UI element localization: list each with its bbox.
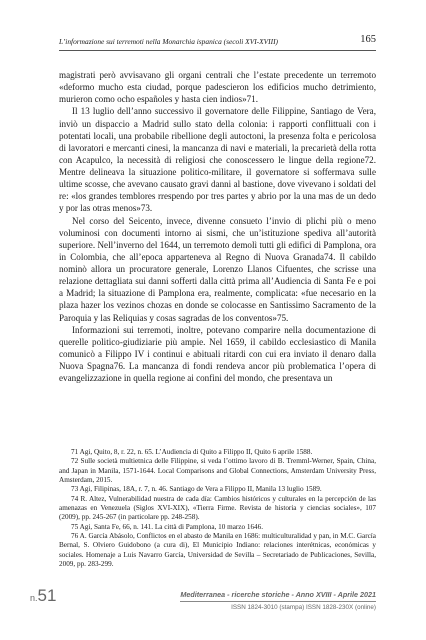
footnote-72: 72 Sulle società multietnica delle Filippine, si veda l’ottimo lavoro di B. Tremml-Werner, Spain, China, and Japan in Manila, 1571-1644. Local Comparisons and Global Connections, Amsterdam University Press, Amsterdam, 2015. [59, 457, 376, 485]
footnote-73: 73 Agi, Filipinas, 18A, r. 7, n. 46. Santiago de Vera a Filippo II, Manila 13 luglio 1589. [71, 485, 322, 494]
body-text [59, 69, 376, 384]
paragraph-3: Nel corso del Seicento, invece, divenne consueto l’invio di plichi più o meno voluminosi con documenti intorno ai sismi, che un’istituzione spediva all’autorità superiore. Nell’inverno del 1644, un terremoto demolì tutti gli edifici di Pamplona, ora in Colombia, che all’epoca apparteneva al Regno di Nuova Granada74. Il cabildo nominò allora un procuratore generale, Lorenzo Llanos Cifuentes, che scrisse una relazione dettagliata sui danni sofferti dalla città prima all’Audiencia di Santa Fe e poi a Madrid; la situazione di Pamplona era, realmente, complicata: «fue necesario en la plaza hazer los vezinos chozas en donde se colocasse en Santissimo Sacramento de la Paroquia y las Reliquias y cosas sagradas de los conventos»75. [59, 215, 376, 323]
running-head-title: L’informazione sui terremoti nella Monarchia ispanica (secoli XVI-XVIII) [59, 37, 279, 46]
paragraph-2: Il 13 luglio dell’anno successivo il governatore delle Filippine, Santiago de Vera, inviò un dispaccio a Madrid sullo stato della colonia: i rapporti conflittuali con i potentati locali, una probabile ribellione degli autoctoni, la presenza folta e pericolosa di lavoratori e mercanti cinesi, la mancanza di navi e materiali, la precarietà della rotta con Acapulco, la necessità di religiosi che conoscessero le lingue della regione72. Mentre delineava la situazione politico-militare, il governatore si soffermava sulle ultime scosse, che avevano causato gravi danni al bastione, dove vivevano i soldati del re: «los grandes temblores rrespendo por tres partes y abrio por la una mas de un dedo y por las otras menos»73. [59, 106, 376, 214]
page-number: 165 [360, 34, 376, 45]
footnote-74: 74 R. Altez, Vulnerabilidad nuestra de cada día: Cambios históricos y culturales en la percepción de las amenazas en Venezuela (Siglos XVI-XIX), «Tierra Firme. Revista de historia y ciencias sociales», 107 (2009), pp. 245-267 (in particolare pp. 248-258). [59, 494, 376, 522]
issue-number [30, 586, 56, 606]
journal-info: Mediterranea - ricerche storiche - Anno XVIII - Aprile 2021 [180, 590, 376, 599]
footnote-76: 76 A. García Abásolo, Conflictos en el abasto de Manila en 1686: multiculturalidad y pan, in M.C. García Bernal, S. Olviero Guidobono (a cura di), El Municipio Indiano: relaciones interétnicas, económicas y sociales. Homenaje a Luis Navarro García, Universidad de Sevilla – Secretariado de Publicaciones, Sevilla, 2009, pp. 283-299. [59, 532, 376, 569]
footnote-75: 75 Agi, Santa Fe, 66, n. 141. La città di Pamplona, 10 marzo 1646. [71, 522, 264, 531]
footnotes [59, 448, 376, 569]
footer-divider [180, 601, 376, 602]
paragraph-1: magistrati però avvisavano gli organi centrali che l’estate precedente un terremoto «deformo mucho esta ciudad, porque padescieron los edificios mucho detrimiento, murieron como ocho españoles y hasta cien indios»71. [59, 70, 376, 105]
footnote-71: 71 Agi, Quito, 8, r. 22, n. 65. L’Audiencia di Quito a Filippo II, Quito 6 aprile 1588. [71, 448, 313, 456]
paragraph-4: Informazioni sui terremoti, inoltre, potevano comparire nella documentazione di querelle politico-giudiziarie più ampie. Nel 1659, il cabildo ecclesiastico di Manila comunicò a Filippo IV i continui e abituali ritardi con cui era inviato il denaro dalla Nuova Spagna76. La mancanza di fondi rendeva ancor più problematica l’opera di evangelizzazione in quella regione ai confini del mondo, che presentava un [59, 324, 376, 384]
issn-info: ISSN 1824-3010 (stampa) ISSN 1828-230X (online) [231, 604, 376, 611]
issue-number-value: 51 [37, 586, 57, 605]
issue-number-label: n. [30, 593, 38, 603]
running-head [59, 34, 376, 51]
